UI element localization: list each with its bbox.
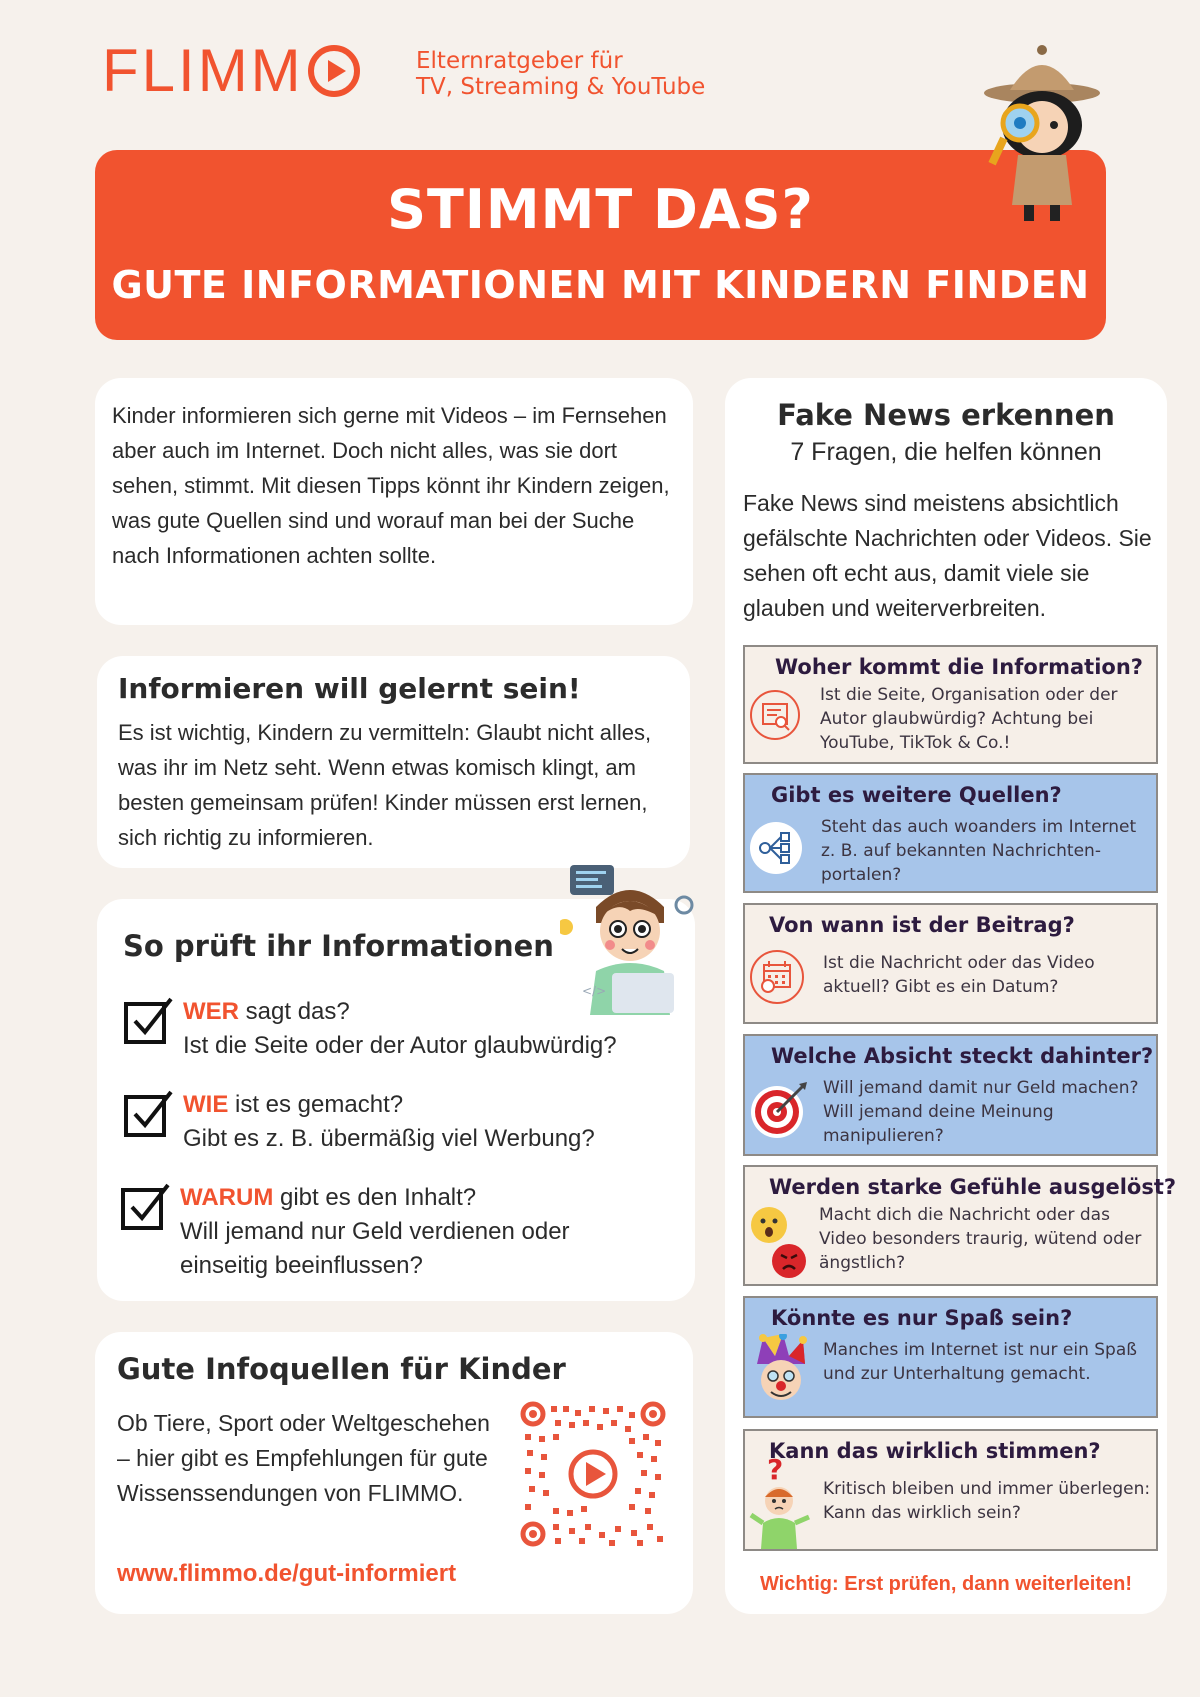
sources-title: Gute Infoquellen für Kinder (117, 1352, 566, 1386)
sources-card (95, 1332, 693, 1614)
logo-text: FLIMM (102, 37, 304, 104)
fake-news-intro: Fake News sind meistens absichtlich gefälschte Nachrichten oder Videos. Sie sehen oft echt aus, damit viele sie glauben und weiterverbreiten. (743, 490, 1152, 621)
question-text: Steht das auch woanders im Internet z. B. auf bekannten Nachrichten-portalen? (821, 817, 1137, 885)
check-text (183, 1088, 595, 1156)
warning-text: Wichtig: Erst prüfen, dann weiterleiten! (759, 1573, 1133, 1595)
jester-icon (749, 1334, 813, 1404)
check-question: gibt es den Inhalt? (273, 1184, 477, 1211)
sources-text: Ob Tiere, Sport oder Weltgeschehen – hier gibt es Empfehlungen für gute Wissenssendungen von FLIMMO. (117, 1410, 490, 1506)
check-text (180, 1181, 660, 1283)
question-title: Könnte es nur Spaß sein? (771, 1306, 1073, 1330)
checkbox-icon (123, 995, 175, 1047)
tagline-line2: TV, Streaming & YouTube (416, 74, 706, 100)
page-title: STIMMT DAS? (387, 178, 814, 241)
check-title: So prüft ihr Informationen (123, 929, 554, 963)
question-text: Will jemand damit nur Geld machen? Will jemand deine Meinung manipulieren? (823, 1078, 1139, 1146)
checkbox-icon (123, 1088, 175, 1140)
qr-code-icon[interactable] (519, 1400, 667, 1548)
check-detail: Will jemand nur Geld verdienen oder einseitig beeinflussen? (180, 1218, 570, 1279)
tagline-line1: Elternratgeber für (416, 48, 623, 74)
question-box (743, 1429, 1158, 1551)
emoji-faces-icon (749, 1203, 809, 1283)
question-title: Von wann ist der Beitrag? (769, 913, 1075, 937)
check-detail: Gibt es z. B. übermäßig viel Werbung? (183, 1125, 595, 1152)
boy-laptop-icon (560, 865, 700, 1015)
learning-text: Es ist wichtig, Kindern zu vermitteln: Glaubt nicht alles, was ihr im Netz seht. Wenn etwas komisch klingt, am besten gemeinsam prüfen! Kinder müssen erst lernen, sich richtig zu informieren. (118, 720, 652, 850)
question-title: Gibt es weitere Quellen? (771, 783, 1062, 807)
intro-text: Kinder informieren sich gerne mit Videos – im Fernsehen aber auch im Internet. Doch nicht alles, was sie dort sehen, stimmt. Mit diesen Tipps könnt ihr Kindern zeigen, was gute Quellen sind und worauf man bei der Suche nach Informationen achten sollte. (112, 403, 670, 568)
learning-title: Informieren will gelernt sein! (118, 672, 581, 705)
sources-link[interactable]: www.flimmo.de/gut-informiert (117, 1560, 457, 1587)
check-keyword: WER (183, 998, 239, 1025)
question-text: Ist die Nachricht oder das Video aktuell? Gibt es ein Datum? (823, 953, 1095, 997)
check-question: ist es gemacht? (228, 1091, 404, 1118)
tagline (416, 48, 705, 100)
target-icon (749, 1080, 809, 1140)
question-box (743, 1165, 1177, 1286)
question-title: Werden starke Gefühle ausgelöst? (769, 1175, 1177, 1199)
fake-news-title: Fake News erkennen (777, 398, 1115, 432)
question-box (743, 903, 1158, 1024)
detective-girl-icon (980, 45, 1110, 230)
page-subtitle: GUTE INFORMATIONEN MIT KINDERN FINDEN (111, 263, 1090, 307)
question-box (743, 645, 1158, 764)
checkbox-icon (120, 1181, 172, 1233)
svg-text:</>: </> (582, 984, 607, 998)
svg-text:?: ? (767, 1457, 784, 1486)
question-box (743, 1296, 1158, 1418)
question-text: Macht dich die Nachricht oder das Video besonders traurig, wütend oder ängstlich? (819, 1205, 1142, 1273)
question-box (743, 773, 1158, 893)
question-title: Kann das wirklich stimmen? (769, 1439, 1101, 1463)
play-icon (308, 45, 360, 97)
question-text: Kritisch bleiben und immer überlegen: Kann das wirklich sein? (823, 1479, 1151, 1523)
check-detail: Ist die Seite oder der Autor glaubwürdig? (183, 1032, 617, 1059)
fake-news-subtitle: 7 Fragen, die helfen können (790, 438, 1102, 466)
check-text (183, 995, 617, 1063)
network-icon (749, 821, 803, 875)
check-question: sagt das? (239, 998, 350, 1025)
question-title: Woher kommt die Information? (775, 655, 1143, 679)
question-text: Ist die Seite, Organisation oder der Autor glaubwürdig? Achtung bei YouTube, TikTok & Co.! (820, 685, 1118, 753)
check-keyword: WIE (183, 1091, 229, 1118)
calendar-icon (749, 949, 805, 1005)
question-box (743, 1034, 1158, 1156)
question-person-icon (749, 1457, 813, 1549)
document-search-icon (749, 689, 801, 741)
title-banner (95, 150, 1106, 340)
intro-card (95, 378, 693, 625)
check-keyword: WARUM (180, 1184, 274, 1211)
question-text: Manches im Internet ist nur ein Spaß und zur Unterhaltung gemacht. (823, 1340, 1137, 1384)
question-title: Welche Absicht steckt dahinter? (771, 1044, 1154, 1068)
flimmo-logo (102, 36, 360, 106)
learning-card (97, 656, 690, 868)
